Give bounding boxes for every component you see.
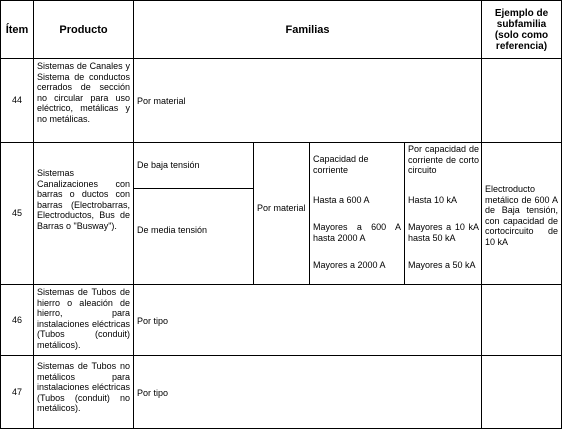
row-45-item: 45 [11, 208, 22, 219]
grid-line [0, 58, 562, 59]
corriente-value: Hasta a 600 A [313, 195, 370, 205]
grid-line [33, 0, 34, 429]
row-44-item: 44 [11, 95, 22, 106]
row-45-media-tension: De media tensión [137, 225, 208, 235]
header-familias: Familias [285, 23, 330, 36]
cortocircuito-header: Por capacidad de corriente de corto circuito [408, 144, 479, 175]
grid-line [0, 284, 562, 285]
header-ejemplo: Ejemplo de subfamilia (solo como referencia) [494, 7, 549, 52]
grid-line [309, 142, 310, 284]
corriente-header: Capacidad de corriente [313, 154, 369, 175]
cortocircuito-value: Hasta 10 kA [408, 195, 458, 205]
row-46-item: 46 [11, 314, 22, 325]
row-47-producto: Sistemas de Tubos no metálicos para instalaciones eléctricas (Tubos (conduit) no metálicos). [37, 361, 130, 413]
row-44-familia: Por material [137, 96, 186, 106]
row-46-familia: Por tipo [137, 316, 169, 326]
grid-line [133, 0, 134, 429]
corriente-value: Mayores a 2000 A [313, 260, 386, 270]
grid-line [0, 142, 562, 143]
cortocircuito-value: Mayores a 10 kA hasta 50 kA [408, 222, 479, 243]
row-47-familia: Por tipo [137, 388, 169, 398]
grid-line [404, 142, 405, 284]
cortocircuito-value: Mayores a 50 kA [408, 260, 476, 270]
corriente-value: Mayores a 600 A hasta 2000 A [313, 222, 401, 243]
row-45-ejemplo: Electroducto metálico de 600 A de Baja tensión, con capacidad de cortocircuito de 10 kA [485, 184, 558, 247]
grid-line [253, 142, 254, 284]
row-45-producto: Sistemas Canalizaciones con barras o ductos con barras (Electrobarras, Electroductos, Bus de Barras o "Busway"). [37, 168, 130, 231]
row-44-producto: Sistemas de Canales y Sistema de conductos cerrados de sección no circular para uso eléctrico, metálicas y no metálicas. [37, 61, 130, 124]
grid-line [481, 0, 482, 429]
row-46-producto: Sistemas de Tubos de hierro o aleación de hierro, para instalaciones eléctricas (Tubos (conduit) metálicos). [37, 287, 130, 350]
row-45-baja-tension: De baja tensión [137, 160, 200, 170]
grid-line [133, 188, 253, 189]
grid-line [0, 355, 562, 356]
header-producto: Producto [59, 23, 108, 36]
header-item: Ítem [5, 23, 29, 36]
row-45-por-material: Por material [257, 203, 306, 213]
row-47-item: 47 [11, 386, 22, 397]
